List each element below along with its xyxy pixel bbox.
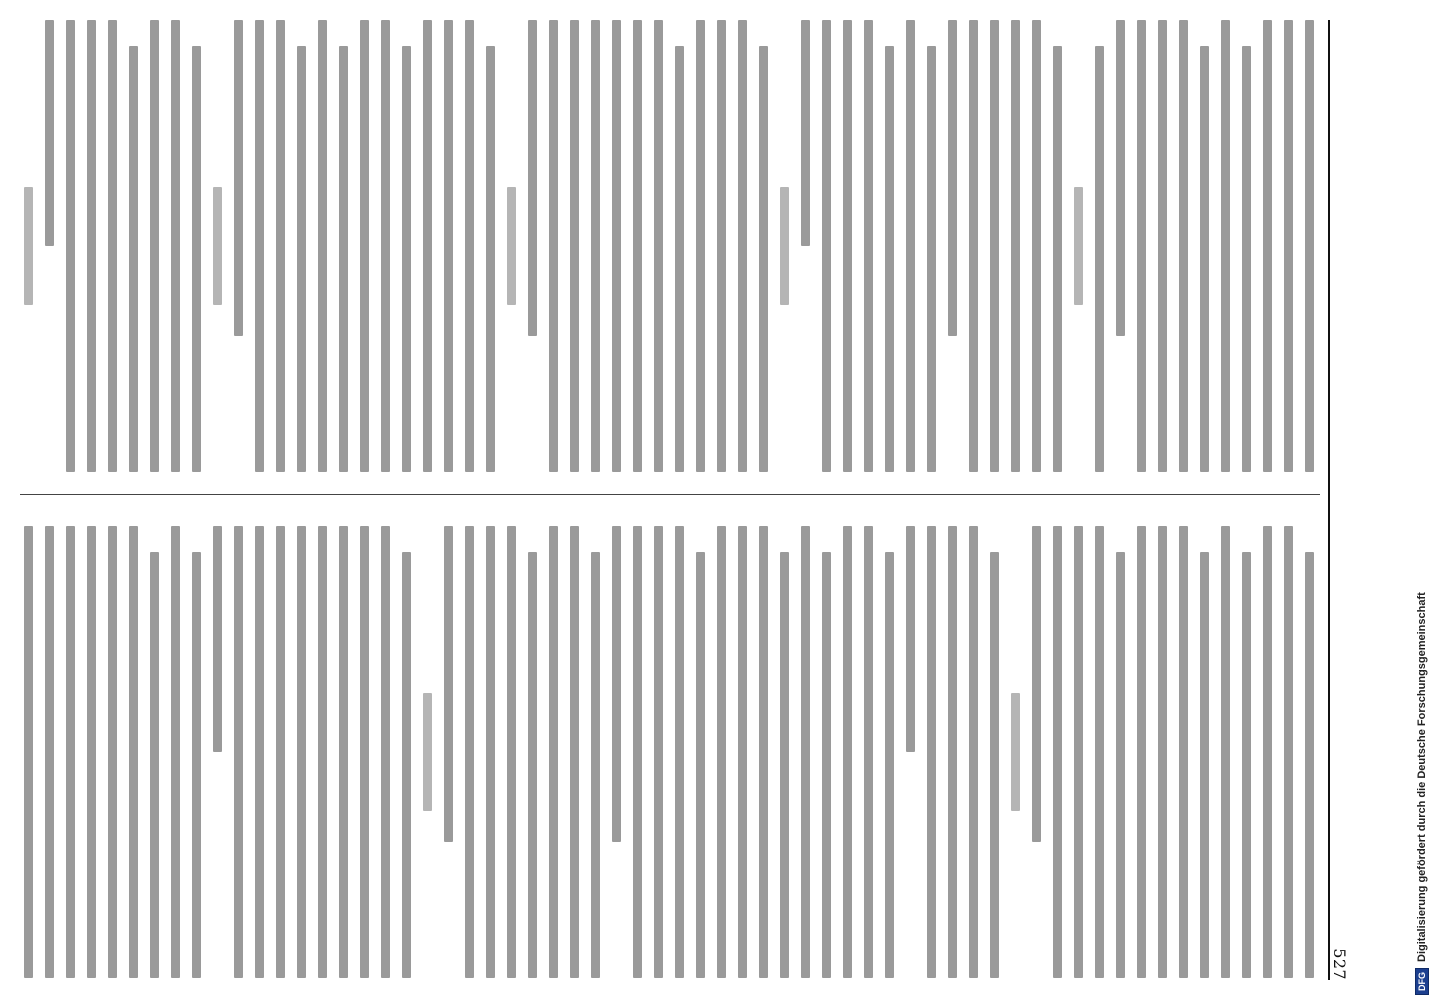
body-text-line — [465, 20, 474, 472]
body-text-line — [213, 526, 222, 752]
body-text-line — [255, 20, 264, 472]
body-text-line — [801, 20, 810, 246]
body-text-line — [339, 46, 348, 472]
body-text-line — [885, 552, 894, 978]
body-text-line — [1032, 526, 1041, 842]
body-text-line — [1200, 552, 1209, 978]
body-text-line — [1242, 46, 1251, 472]
digitization-credit — [1412, 0, 1432, 995]
page-header — [1328, 20, 1364, 980]
page-number: 527 — [1330, 948, 1349, 980]
body-text-line — [171, 526, 180, 978]
body-text-line — [108, 20, 117, 472]
section-heading-line — [24, 187, 33, 305]
body-text-line — [906, 20, 915, 472]
body-text-line — [297, 526, 306, 978]
body-text-line — [528, 20, 537, 336]
body-text-line — [1095, 526, 1104, 978]
body-text-line — [45, 526, 54, 978]
text-column-right — [24, 526, 1314, 978]
body-text-line — [234, 20, 243, 336]
body-text-line — [402, 46, 411, 472]
body-text-line — [717, 526, 726, 978]
body-text-line — [1179, 526, 1188, 978]
text-column-left — [24, 20, 1314, 472]
body-text-line — [801, 526, 810, 978]
body-text-line — [45, 20, 54, 246]
body-text-line — [1053, 526, 1062, 978]
body-text-line — [360, 20, 369, 472]
body-text-line — [1137, 526, 1146, 978]
body-text-line — [87, 526, 96, 978]
body-text-line — [948, 526, 957, 978]
body-text-line — [1158, 526, 1167, 978]
body-text-line — [738, 20, 747, 472]
body-text-line — [1305, 20, 1314, 472]
body-text-line — [108, 526, 117, 978]
body-text-line — [969, 526, 978, 978]
body-text-line — [339, 526, 348, 978]
body-text-line — [1221, 526, 1230, 978]
body-text-line — [1305, 552, 1314, 978]
footer-text: Digitalisierung gefördert durch die Deutsche Forschungsgemeinschaft — [1416, 592, 1428, 962]
body-text-line — [87, 20, 96, 472]
body-text-line — [633, 20, 642, 472]
body-text-line — [570, 526, 579, 978]
body-text-line — [591, 552, 600, 978]
body-text-line — [738, 526, 747, 978]
body-text-line — [1242, 552, 1251, 978]
body-text-line — [486, 46, 495, 472]
body-text-line — [24, 526, 33, 978]
body-text-line — [990, 20, 999, 472]
body-text-line — [906, 526, 915, 752]
section-heading-line — [507, 187, 516, 305]
body-text-line — [675, 46, 684, 472]
body-text-line — [1179, 20, 1188, 472]
body-text-line — [1158, 20, 1167, 472]
body-text-line — [549, 20, 558, 472]
body-text-line — [1116, 20, 1125, 336]
body-text-line — [1200, 46, 1209, 472]
body-text-line — [843, 526, 852, 978]
body-text-line — [927, 526, 936, 978]
body-text-line — [1032, 20, 1041, 472]
body-text-line — [780, 552, 789, 978]
section-heading-line — [1074, 187, 1083, 305]
body-text-line — [150, 20, 159, 472]
body-text-line — [969, 20, 978, 472]
body-text-line — [192, 46, 201, 472]
section-heading-line — [423, 693, 432, 811]
body-text-line — [570, 20, 579, 472]
body-text-line — [1095, 46, 1104, 472]
body-text-line — [129, 46, 138, 472]
body-text-line — [1116, 552, 1125, 978]
body-text-line — [1284, 20, 1293, 472]
body-text-line — [927, 46, 936, 472]
body-text-line — [150, 552, 159, 978]
body-text-line — [465, 526, 474, 978]
body-text-line — [66, 526, 75, 978]
body-text-line — [759, 46, 768, 472]
body-text-line — [318, 20, 327, 472]
body-text-line — [675, 526, 684, 978]
body-text-line — [759, 526, 768, 978]
body-text-line — [1263, 526, 1272, 978]
body-text-line — [633, 526, 642, 978]
body-text-line — [1137, 20, 1146, 472]
body-text-line — [864, 20, 873, 472]
body-text-line — [822, 20, 831, 472]
body-text-line — [129, 526, 138, 978]
body-text-line — [612, 526, 621, 842]
body-text-line — [444, 20, 453, 472]
body-text-line — [255, 526, 264, 978]
body-text-line — [717, 20, 726, 472]
body-text-line — [885, 46, 894, 472]
body-text-line — [654, 20, 663, 472]
body-text-line — [1263, 20, 1272, 472]
body-text-line — [1284, 526, 1293, 978]
body-text-line — [297, 46, 306, 472]
body-text-line — [486, 526, 495, 978]
body-text-line — [276, 20, 285, 472]
body-text-line — [171, 20, 180, 472]
body-text-line — [948, 20, 957, 336]
body-text-line — [654, 526, 663, 978]
body-text-line — [1053, 46, 1062, 472]
column-divider — [20, 494, 1320, 495]
body-text-line — [192, 552, 201, 978]
body-text-line — [1221, 20, 1230, 472]
body-text-line — [276, 526, 285, 978]
body-text-line — [864, 526, 873, 978]
body-text-line — [507, 526, 516, 978]
body-text-line — [444, 526, 453, 842]
body-text-line — [549, 526, 558, 978]
body-text-line — [528, 552, 537, 978]
body-text-line — [381, 20, 390, 472]
body-text-line — [402, 552, 411, 978]
body-text-line — [234, 526, 243, 978]
body-text-line — [1074, 526, 1083, 978]
section-heading-line — [1011, 693, 1020, 811]
body-text-line — [381, 526, 390, 978]
body-text-line — [612, 20, 621, 472]
body-text-line — [318, 526, 327, 978]
body-text-line — [990, 552, 999, 978]
dfg-logo: DFG — [1415, 968, 1429, 995]
body-text-line — [423, 20, 432, 472]
body-text-line — [1011, 20, 1020, 472]
body-text-line — [591, 20, 600, 472]
body-text-line — [696, 20, 705, 472]
body-text-line — [843, 20, 852, 472]
body-text-line — [360, 526, 369, 978]
body-text-line — [66, 20, 75, 472]
section-heading-line — [213, 187, 222, 305]
body-text-line — [822, 552, 831, 978]
section-heading-line — [780, 187, 789, 305]
body-text-line — [696, 552, 705, 978]
